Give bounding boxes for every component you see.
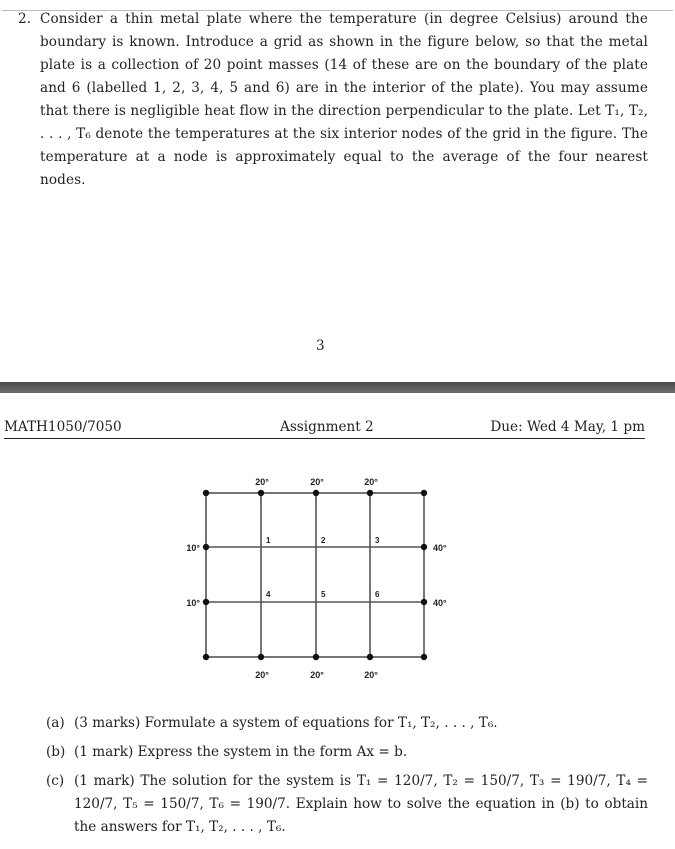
part-b (46, 741, 648, 764)
part-text: (1 mark) The solution for the system is T₁ = 120/7, T₂ = 150/7, T₃ = 190/7, T₄ = 120/7, T₅ = 150/7, T₆ = 190/7. Explain how to solve the equation in (b) to obtain the answers for T₁, T₂, . . . , T₆. (74, 773, 648, 835)
interior-node-label: 6 (375, 590, 380, 599)
previous-page (0, 0, 675, 382)
part-label: (a) (46, 715, 65, 731)
interior-node-label: 3 (375, 536, 380, 545)
part-label: (c) (46, 773, 65, 789)
boundary-node (258, 654, 264, 660)
left-temp-label: 10° (186, 598, 200, 608)
problem-number: 2. (18, 11, 32, 27)
boundary-node (313, 490, 319, 496)
boundary-node (258, 490, 264, 496)
problem-text: Consider a thin metal plate where the temperature (in degree Celsius) around the boundary is known. Introduce a grid as shown in the figure below, so that the metal plate is a collection of 20 point masses (14 of these are on the boundary of the plate and 6 (labelled 1, 2, 3, 4, 5 and 6) are in the interior of the plate). You may assume that there is negligible heat flow in the direction perpendicular to the plate. Let T₁, T₂, . . . , T₆ denote the temperatures at the six interior nodes of the grid in the figure. The temperature at a node is approximately equal to the average of the four nearest nodes. (40, 11, 648, 188)
bottom-temp-label: 20° (255, 670, 269, 680)
interior-node-label: 5 (321, 590, 326, 599)
interior-node-label: 1 (266, 536, 271, 545)
boundary-node (421, 490, 427, 496)
part-c (46, 770, 648, 839)
course-code: MATH1050/7050 (4, 419, 122, 435)
assignment-title: Assignment 2 (280, 419, 374, 435)
right-temp-label: 40° (433, 543, 447, 553)
boundary-node (421, 654, 427, 660)
interior-node-label: 2 (321, 536, 326, 545)
page-separator (0, 382, 675, 393)
left-temp-label: 10° (186, 543, 200, 553)
page-header (4, 419, 645, 439)
boundary-node (367, 490, 373, 496)
part-text: (1 mark) Express the system in the form Ax = b. (74, 744, 408, 760)
page-number: 3 (316, 338, 325, 354)
boundary-node (203, 654, 209, 660)
boundary-node (313, 654, 319, 660)
boundary-nodes (203, 490, 427, 660)
header-rule (4, 438, 645, 439)
top-temp-label: 20° (364, 477, 378, 487)
bottom-temp-label: 20° (364, 670, 378, 680)
boundary-node (203, 490, 209, 496)
boundary-node (421, 544, 427, 550)
bottom-temp-label: 20° (310, 670, 324, 680)
due-date: Due: Wed 4 May, 1 pm (490, 419, 645, 435)
boundary-node (203, 544, 209, 550)
part-a (46, 712, 648, 735)
boundary-node (421, 599, 427, 605)
part-label: (b) (46, 744, 66, 760)
top-temp-label: 20° (310, 477, 324, 487)
plate-boundary (206, 493, 424, 657)
problem-statement (18, 8, 648, 192)
top-temp-label: 20° (255, 477, 269, 487)
question-parts (46, 712, 648, 845)
interior-node-label: 4 (266, 590, 271, 599)
right-temp-label: 40° (433, 598, 447, 608)
boundary-node (203, 599, 209, 605)
grid-figure (0, 440, 675, 690)
boundary-node (367, 654, 373, 660)
part-text: (3 marks) Formulate a system of equations for T₁, T₂, . . . , T₆. (74, 715, 498, 731)
